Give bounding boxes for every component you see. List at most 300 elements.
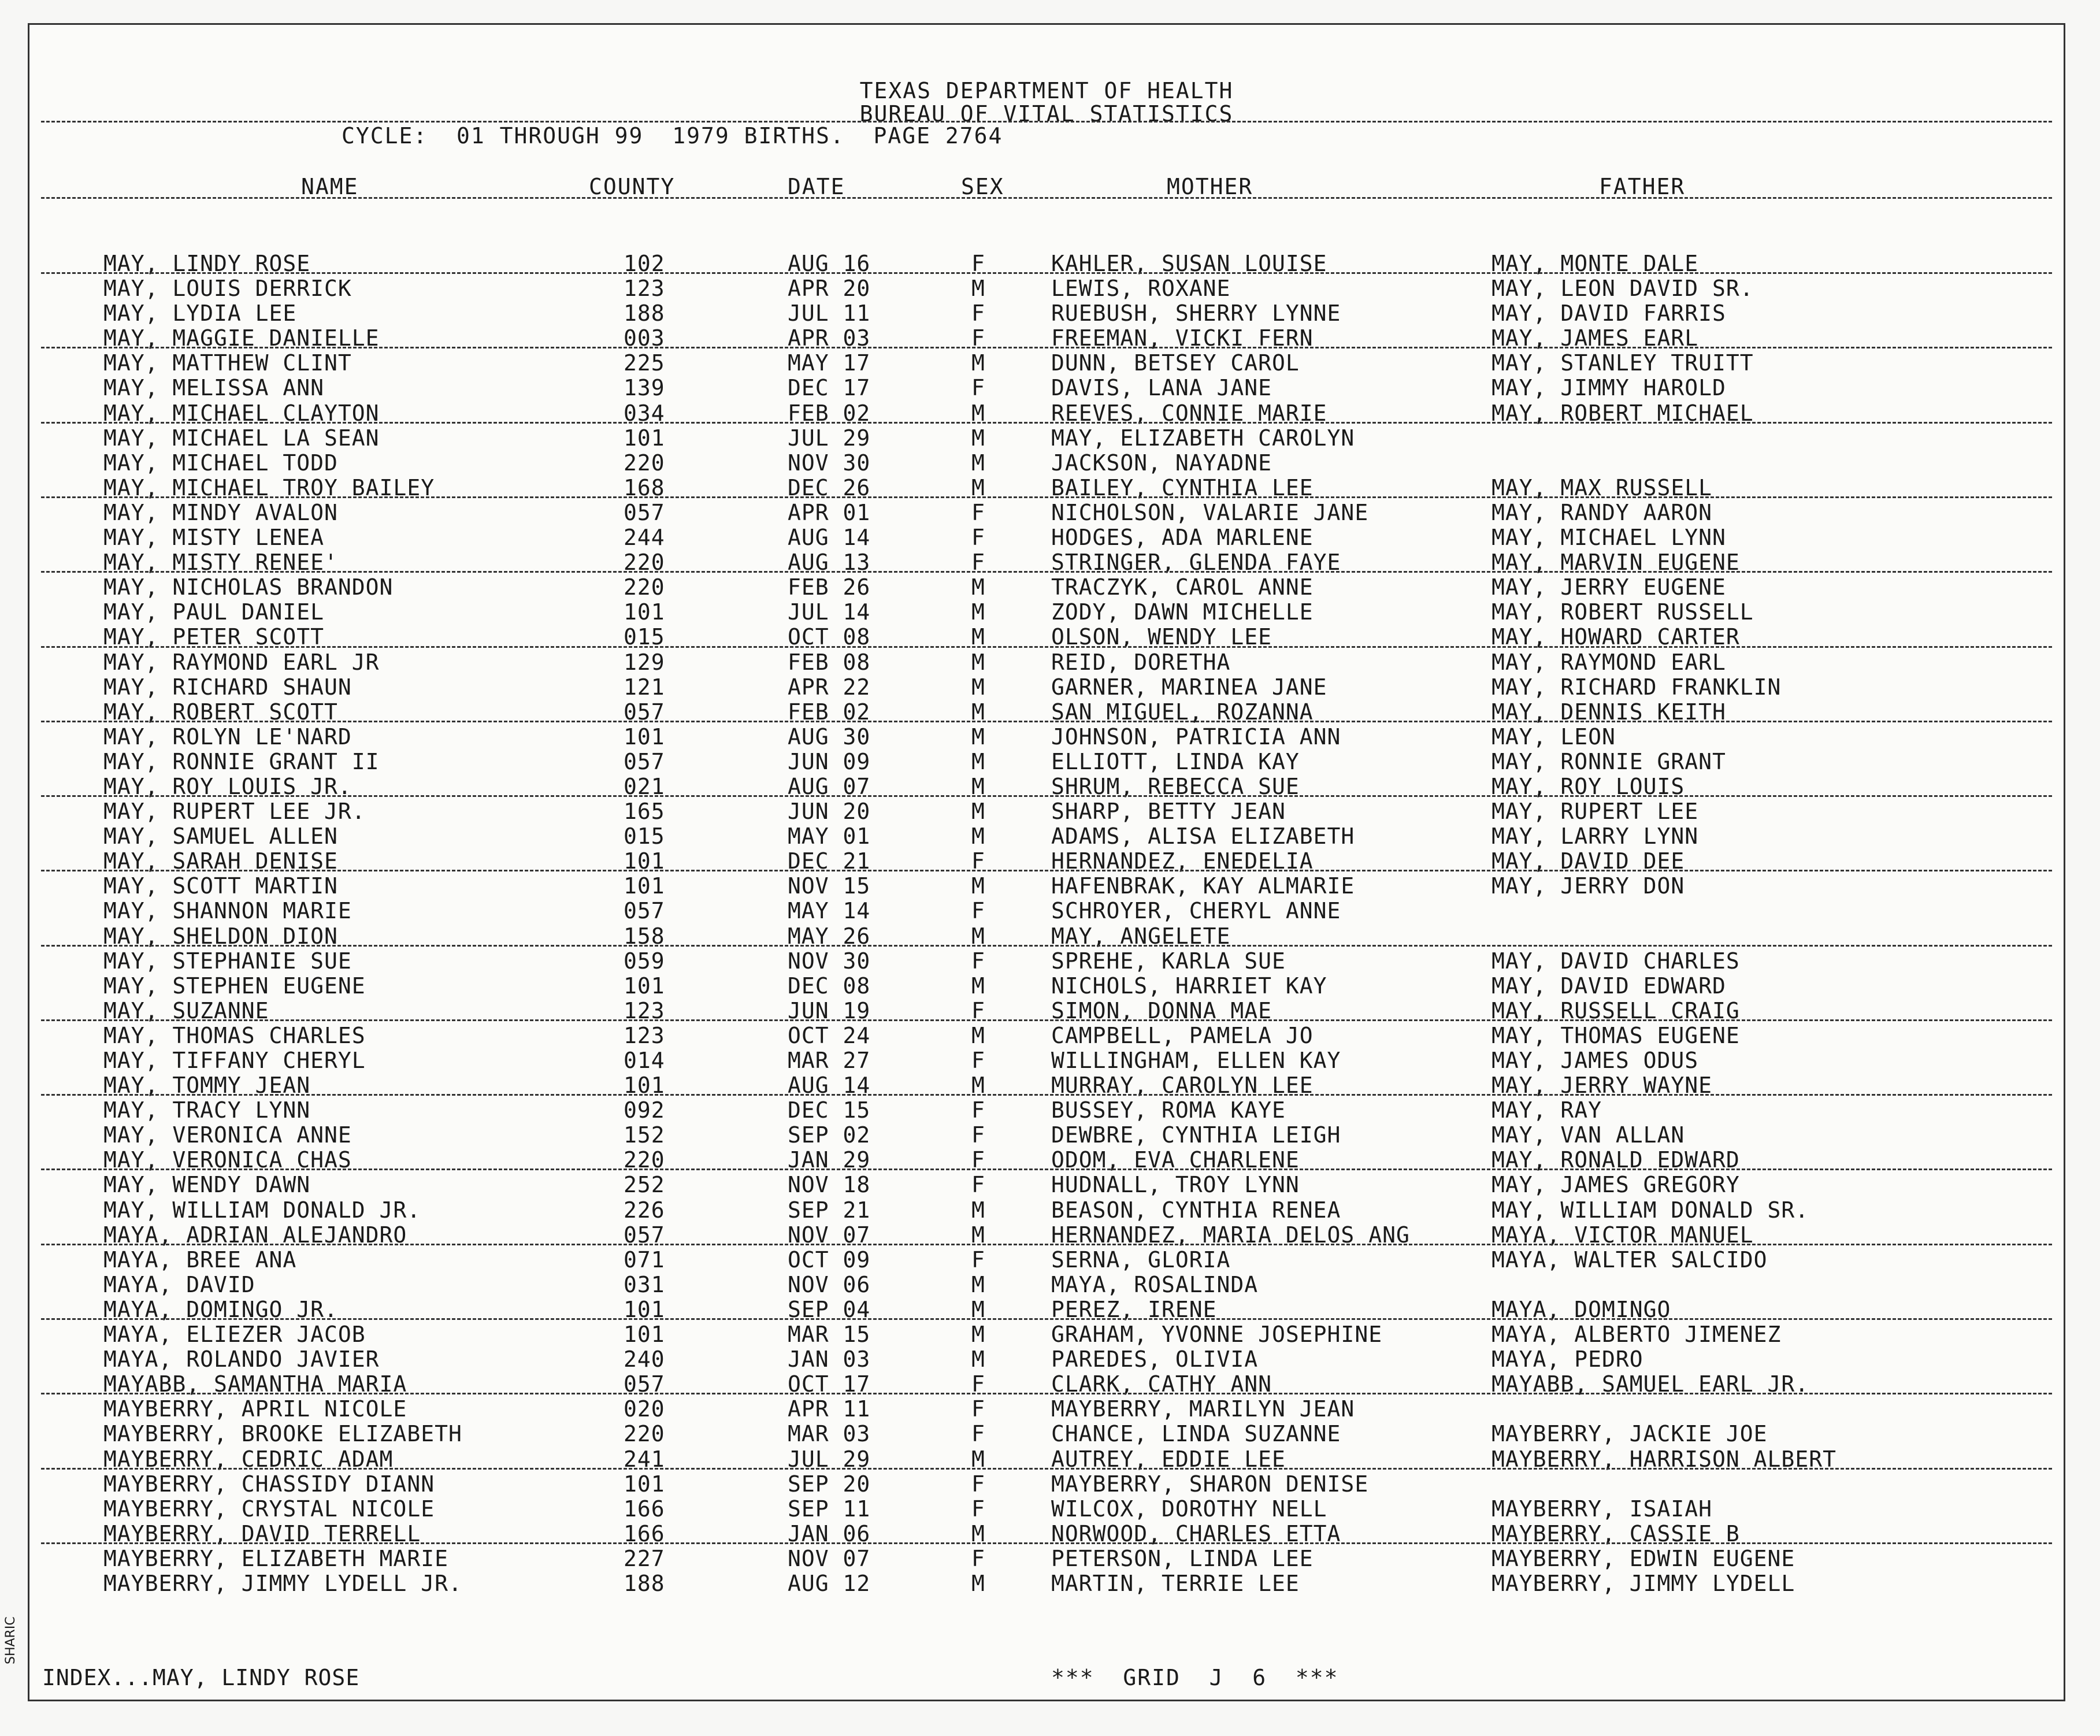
record-date: NOV 07 (788, 1545, 871, 1571)
record-name: MAY, LINDY ROSE (103, 251, 311, 276)
record-mother: ZODY, DAWN MICHELLE (1051, 599, 1314, 625)
record-date: JUL 14 (788, 599, 871, 625)
record-county: 188 (624, 1570, 665, 1596)
record-row (29, 700, 2064, 725)
record-mother: HODGES, ADA MARLENE (1051, 525, 1314, 551)
col-sex: SEX (961, 174, 1004, 199)
record-sex: F (971, 1247, 985, 1273)
record-sex: M (971, 400, 985, 426)
record-county: 031 (624, 1271, 665, 1297)
record-name: MAYBERRY, DAVID TERRELL (103, 1520, 421, 1546)
record-row (29, 1347, 2064, 1372)
record-row (29, 351, 2064, 376)
record-county: 241 (624, 1446, 665, 1472)
record-mother: SAN MIGUEL, ROZANNA (1051, 699, 1314, 725)
record-row (29, 1497, 2064, 1522)
record-mother: GRAHAM, YVONNE JOSEPHINE (1051, 1322, 1383, 1348)
record-name: MAY, ROY LOUIS JR. (103, 773, 352, 799)
record-name: MAYABB, SAMANTHA MARIA (103, 1371, 407, 1397)
record-name: MAY, SCOTT MARTIN (103, 873, 338, 899)
record-father: MAY, JIMMY HAROLD (1491, 375, 1726, 401)
record-sex: M (971, 1022, 985, 1048)
record-sex: M (971, 450, 985, 476)
record-mother: JACKSON, NAYADNE (1051, 450, 1272, 476)
record-row (29, 1098, 2064, 1123)
record-date: JUL 29 (788, 425, 871, 451)
record-name: MAY, RUPERT LEE JR. (103, 799, 366, 825)
record-date: NOV 15 (788, 873, 871, 899)
record-sex: F (971, 997, 985, 1023)
record-date: OCT 08 (788, 624, 871, 650)
record-father: MAYBERRY, JACKIE JOE (1491, 1421, 1768, 1447)
record-sex: M (971, 824, 985, 850)
record-sex: F (971, 1097, 985, 1123)
record-mother: MAYA, ROSALINDA (1051, 1271, 1259, 1297)
record-name: MAY, MATTHEW CLINT (103, 350, 352, 376)
record-row (29, 251, 2064, 276)
record-name: MAY, SUZANNE (103, 997, 269, 1023)
record-sex: M (971, 873, 985, 899)
index-footer: INDEX...MAY, LINDY ROSE (42, 1665, 360, 1690)
record-row (29, 1048, 2064, 1073)
record-mother: NICHOLS, HARRIET KAY (1051, 973, 1327, 999)
record-county: 101 (624, 724, 665, 750)
record-father: MAY, JAMES ODUS (1491, 1048, 1699, 1073)
record-sex: F (971, 1396, 985, 1422)
record-sex: F (971, 1471, 985, 1497)
record-sex: F (971, 1545, 985, 1571)
record-father: MAYBERRY, JIMMY LYDELL (1491, 1570, 1795, 1596)
record-date: JUN 19 (788, 997, 871, 1023)
record-name: MAY, MICHAEL CLAYTON (103, 400, 380, 426)
record-mother: NICHOLSON, VALARIE JANE (1051, 499, 1369, 525)
record-sex: F (971, 1122, 985, 1148)
record-sex: F (971, 1371, 985, 1397)
record-date: SEP 11 (788, 1496, 871, 1522)
record-mother: SPREHE, KARLA SUE (1051, 948, 1286, 974)
record-mother: BUSSEY, ROMA KAYE (1051, 1097, 1286, 1123)
record-sex: F (971, 499, 985, 525)
record-father: MAY, MARVIN EUGENE (1491, 550, 1740, 576)
record-county: 123 (624, 997, 665, 1023)
record-father: MAY, RICHARD FRANKLIN (1491, 674, 1782, 700)
record-county: 057 (624, 499, 665, 525)
record-father: MAY, ROY LOUIS (1491, 773, 1685, 799)
record-date: JUL 11 (788, 301, 871, 327)
record-name: MAY, TOMMY JEAN (103, 1073, 311, 1099)
record-date: MAY 26 (788, 923, 871, 949)
record-name: MAY, SHANNON MARIE (103, 898, 352, 924)
record-sex: M (971, 1446, 985, 1472)
record-sex: M (971, 474, 985, 500)
record-mother: SHRUM, REBECCA SUE (1051, 773, 1300, 799)
record-date: SEP 02 (788, 1122, 871, 1148)
record-mother: MARTIN, TERRIE LEE (1051, 1570, 1300, 1596)
record-mother: PETERSON, LINDA LEE (1051, 1545, 1314, 1571)
record-row (29, 949, 2064, 974)
record-mother: SHARP, BETTY JEAN (1051, 799, 1286, 825)
record-mother: CHANCE, LINDA SUZANNE (1051, 1421, 1341, 1447)
record-name: MAY, WENDY DAWN (103, 1172, 311, 1198)
record-county: 101 (624, 873, 665, 899)
record-row (29, 376, 2064, 400)
record-date: MAY 17 (788, 350, 871, 376)
record-name: MAY, PAUL DANIEL (103, 599, 325, 625)
record-county: 101 (624, 599, 665, 625)
record-father: MAY, MICHAEL LYNN (1491, 525, 1726, 551)
record-father: MAY, RANDY AARON (1491, 499, 1713, 525)
record-mother: PEREZ, IRENE (1051, 1296, 1217, 1322)
record-sex: M (971, 1346, 985, 1373)
record-row (29, 451, 2064, 476)
record-row (29, 774, 2064, 799)
record-county: 220 (624, 1421, 665, 1447)
record-row (29, 799, 2064, 824)
record-father: MAY, DAVID FARRIS (1491, 301, 1726, 327)
record-sex: M (971, 973, 985, 999)
record-sex: F (971, 375, 985, 401)
record-father: MAY, DAVID EDWARD (1491, 973, 1726, 999)
record-county: 123 (624, 276, 665, 302)
record-sex: M (971, 1296, 985, 1322)
record-father: MAY, DAVID DEE (1491, 848, 1685, 874)
record-name: MAYBERRY, BROOKE ELIZABETH (103, 1421, 462, 1447)
record-father: MAY, LEON (1491, 724, 1616, 750)
record-father: MAYBERRY, EDWIN EUGENE (1491, 1545, 1795, 1571)
record-father: MAY, JAMES GREGORY (1491, 1172, 1740, 1198)
record-father: MAYABB, SAMUEL EARL JR. (1491, 1371, 1809, 1397)
record-date: JAN 03 (788, 1346, 871, 1373)
record-row (29, 550, 2064, 575)
record-mother: MAY, ELIZABETH CAROLYN (1051, 425, 1355, 451)
record-mother: DEWBRE, CYNTHIA LEIGH (1051, 1122, 1341, 1148)
record-father: MAY, DAVID CHARLES (1491, 948, 1740, 974)
record-date: OCT 09 (788, 1247, 871, 1273)
record-mother: ELLIOTT, LINDA KAY (1051, 748, 1300, 774)
column-divider (41, 197, 2052, 199)
record-sex: F (971, 1421, 985, 1447)
record-name: MAYBERRY, ELIZABETH MARIE (103, 1545, 448, 1571)
record-mother: DUNN, BETSEY CAROL (1051, 350, 1300, 376)
record-row (29, 899, 2064, 923)
record-date: FEB 02 (788, 699, 871, 725)
record-name: MAY, RICHARD SHAUN (103, 674, 352, 700)
record-name: MAYBERRY, APRIL NICOLE (103, 1396, 407, 1422)
record-county: 165 (624, 799, 665, 825)
record-name: MAYA, ELIEZER JACOB (103, 1322, 366, 1348)
record-sex: M (971, 1322, 985, 1348)
record-county: 123 (624, 1022, 665, 1048)
record-father: MAY, ROBERT MICHAEL (1491, 400, 1754, 426)
record-date: AUG 12 (788, 1570, 871, 1596)
record-mother: FREEMAN, VICKI FERN (1051, 325, 1314, 351)
record-row (29, 1472, 2064, 1497)
record-date: JUN 20 (788, 799, 871, 825)
record-name: MAY, RAYMOND EARL JR (103, 649, 380, 675)
record-father: MAYA, WALTER SALCIDO (1491, 1247, 1768, 1273)
record-father: MAYA, VICTOR MANUEL (1491, 1222, 1754, 1248)
record-row (29, 525, 2064, 550)
record-date: APR 20 (788, 276, 871, 302)
record-mother: MAYBERRY, SHARON DENISE (1051, 1471, 1369, 1497)
record-row (29, 924, 2064, 949)
record-father: MAY, MONTE DALE (1491, 251, 1699, 276)
record-county: 220 (624, 450, 665, 476)
record-county: 101 (624, 1296, 665, 1322)
record-date: APR 22 (788, 674, 871, 700)
record-name: MAY, MICHAEL LA SEAN (103, 425, 380, 451)
record-county: 102 (624, 251, 665, 276)
record-sex: M (971, 699, 985, 725)
record-mother: OLSON, WENDY LEE (1051, 624, 1272, 650)
record-county: 166 (624, 1520, 665, 1546)
record-county: 057 (624, 748, 665, 774)
record-row (29, 500, 2064, 525)
record-date: SEP 21 (788, 1197, 871, 1223)
record-father: MAY, WILLIAM DONALD SR. (1491, 1197, 1809, 1223)
record-name: MAY, STEPHEN EUGENE (103, 973, 366, 999)
record-row (29, 1273, 2064, 1297)
record-name: MAY, MISTY RENEE' (103, 550, 338, 576)
record-county: 071 (624, 1247, 665, 1273)
record-row (29, 1447, 2064, 1472)
record-sex: M (971, 1570, 985, 1596)
record-mother: WILCOX, DOROTHY NELL (1051, 1496, 1327, 1522)
record-row (29, 1123, 2064, 1148)
record-mother: SERNA, GLORIA (1051, 1247, 1231, 1273)
record-date: NOV 07 (788, 1222, 871, 1248)
record-mother: PAREDES, OLIVIA (1051, 1346, 1259, 1373)
record-county: 101 (624, 425, 665, 451)
record-sex: M (971, 1197, 985, 1223)
record-father: MAY, THOMAS EUGENE (1491, 1022, 1740, 1048)
record-date: DEC 08 (788, 973, 871, 999)
col-mother: MOTHER (1167, 174, 1253, 199)
record-sex: M (971, 748, 985, 774)
record-father: MAY, LEON DAVID SR. (1491, 276, 1754, 302)
record-county: 014 (624, 1048, 665, 1073)
record-row (29, 1198, 2064, 1223)
record-mother: NORWOOD, CHARLES ETTA (1051, 1520, 1341, 1546)
record-mother: STRINGER, GLENDA FAYE (1051, 550, 1341, 576)
record-name: MAY, LYDIA LEE (103, 301, 297, 327)
record-mother: ADAMS, ALISA ELIZABETH (1051, 824, 1355, 850)
bureau-title: BUREAU OF VITAL STATISTICS (859, 101, 1234, 127)
record-date: AUG 13 (788, 550, 871, 576)
record-row (29, 1223, 2064, 1248)
record-father: MAY, DENNIS KEITH (1491, 699, 1726, 725)
record-mother: LEWIS, ROXANE (1051, 276, 1231, 302)
record-row (29, 301, 2064, 326)
record-mother: JOHNSON, PATRICIA ANN (1051, 724, 1341, 750)
record-name: MAY, MICHAEL TROY BAILEY (103, 474, 435, 500)
record-date: APR 11 (788, 1396, 871, 1422)
record-county: 220 (624, 1147, 665, 1173)
record-county: 188 (624, 301, 665, 327)
record-date: SEP 20 (788, 1471, 871, 1497)
record-row (29, 1073, 2064, 1098)
record-father: MAY, VAN ALLAN (1491, 1122, 1685, 1148)
record-date: MAY 14 (788, 898, 871, 924)
record-sex: M (971, 425, 985, 451)
record-row (29, 1023, 2064, 1048)
record-date: MAR 27 (788, 1048, 871, 1073)
record-county: 059 (624, 948, 665, 974)
record-father: MAY, RONALD EDWARD (1491, 1147, 1740, 1173)
record-name: MAYBERRY, CHASSIDY DIANN (103, 1471, 435, 1497)
record-row (29, 575, 2064, 600)
record-name: MAY, THOMAS CHARLES (103, 1022, 366, 1048)
record-county: 152 (624, 1122, 665, 1148)
record-sex: F (971, 848, 985, 874)
record-county: 101 (624, 1322, 665, 1348)
record-date: JUL 29 (788, 1446, 871, 1472)
record-name: MAY, MICHAEL TODD (103, 450, 338, 476)
record-name: MAYA, ROLANDO JAVIER (103, 1346, 380, 1373)
record-father: MAY, RONNIE GRANT (1491, 748, 1726, 774)
record-sex: M (971, 1520, 985, 1546)
record-mother: HERNANDEZ, MARIA DELOS ANG (1051, 1222, 1410, 1248)
record-sex: M (971, 724, 985, 750)
record-county: 057 (624, 1371, 665, 1397)
record-father: MAY, RUPERT LEE (1491, 799, 1699, 825)
record-date: DEC 15 (788, 1097, 871, 1123)
record-father: MAY, HOWARD CARTER (1491, 624, 1740, 650)
record-row (29, 276, 2064, 301)
record-mother: SIMON, DONNA MAE (1051, 997, 1272, 1023)
record-mother: MURRAY, CAROLYN LEE (1051, 1073, 1314, 1099)
record-name: MAY, TIFFANY CHERYL (103, 1048, 366, 1073)
record-father: MAYA, ALBERTO JIMENEZ (1491, 1322, 1782, 1348)
record-father: MAY, ROBERT RUSSELL (1491, 599, 1754, 625)
record-sex: F (971, 251, 985, 276)
col-father: FATHER (1599, 174, 1686, 199)
record-mother: SCHROYER, CHERYL ANNE (1051, 898, 1341, 924)
record-date: FEB 02 (788, 400, 871, 426)
record-row (29, 849, 2064, 874)
record-county: 015 (624, 824, 665, 850)
record-mother: REEVES, CONNIE MARIE (1051, 400, 1327, 426)
record-county: 240 (624, 1346, 665, 1373)
col-name: NAME (301, 174, 359, 199)
record-row (29, 824, 2064, 849)
record-date: MAR 15 (788, 1322, 871, 1348)
record-row (29, 1546, 2064, 1571)
record-mother: REID, DORETHA (1051, 649, 1231, 675)
grid-footer: *** GRID J 6 *** (1051, 1665, 1339, 1690)
record-date: OCT 24 (788, 1022, 871, 1048)
record-row (29, 1248, 2064, 1273)
record-row (29, 1372, 2064, 1397)
record-date: FEB 26 (788, 574, 871, 600)
record-mother: KAHLER, SUSAN LOUISE (1051, 251, 1327, 276)
record-date: APR 03 (788, 325, 871, 351)
record-county: 057 (624, 1222, 665, 1248)
side-mark: SHARIC (3, 1616, 18, 1664)
record-row (29, 401, 2064, 426)
record-row (29, 1148, 2064, 1173)
record-county: 168 (624, 474, 665, 500)
record-name: MAY, SAMUEL ALLEN (103, 824, 338, 850)
record-father: MAY, LARRY LYNN (1491, 824, 1699, 850)
record-county: 225 (624, 350, 665, 376)
record-name: MAY, MELISSA ANN (103, 375, 325, 401)
record-date: AUG 07 (788, 773, 871, 799)
record-father: MAY, JERRY EUGENE (1491, 574, 1726, 600)
record-date: NOV 30 (788, 948, 871, 974)
record-mother: CLARK, CATHY ANN (1051, 1371, 1272, 1397)
record-name: MAYBERRY, JIMMY LYDELL JR. (103, 1570, 462, 1596)
record-date: SEP 04 (788, 1296, 871, 1322)
record-name: MAY, ROLYN LE'NARD (103, 724, 352, 750)
record-name: MAY, MISTY LENEA (103, 525, 325, 551)
record-row (29, 625, 2064, 650)
record-mother: HAFENBRAK, KAY ALMARIE (1051, 873, 1355, 899)
record-father: MAYA, PEDRO (1491, 1346, 1643, 1373)
record-date: DEC 26 (788, 474, 871, 500)
record-mother: MAY, ANGELETE (1051, 923, 1231, 949)
record-county: 034 (624, 400, 665, 426)
record-row (29, 1422, 2064, 1446)
record-sex: M (971, 1073, 985, 1099)
record-father: MAY, RUSSELL CRAIG (1491, 997, 1740, 1023)
record-mother: HERNANDEZ, ENEDELIA (1051, 848, 1314, 874)
record-county: 101 (624, 973, 665, 999)
record-county: 101 (624, 1073, 665, 1099)
record-row (29, 675, 2064, 700)
record-mother: HUDNALL, TROY LYNN (1051, 1172, 1300, 1198)
record-row (29, 974, 2064, 999)
record-sex: F (971, 1147, 985, 1173)
record-county: 226 (624, 1197, 665, 1223)
record-sex: F (971, 550, 985, 576)
record-row (29, 650, 2064, 675)
record-sex: M (971, 674, 985, 700)
record-sex: F (971, 301, 985, 327)
record-date: DEC 21 (788, 848, 871, 874)
record-county: 166 (624, 1496, 665, 1522)
record-row (29, 426, 2064, 451)
record-date: FEB 08 (788, 649, 871, 675)
record-name: MAY, MAGGIE DANIELLE (103, 325, 380, 351)
record-sex: M (971, 276, 985, 302)
record-date: NOV 30 (788, 450, 871, 476)
record-county: 139 (624, 375, 665, 401)
record-name: MAYA, DAVID (103, 1271, 255, 1297)
record-father: MAY, STANLEY TRUITT (1491, 350, 1754, 376)
record-county: 057 (624, 699, 665, 725)
record-date: OCT 17 (788, 1371, 871, 1397)
record-sex: M (971, 574, 985, 600)
record-mother: AUTREY, EDDIE LEE (1051, 1446, 1286, 1472)
record-name: MAY, RONNIE GRANT II (103, 748, 380, 774)
record-father: MAY, RAYMOND EARL (1491, 649, 1726, 675)
record-row (29, 326, 2064, 351)
record-row (29, 1571, 2064, 1596)
record-county: 101 (624, 848, 665, 874)
record-date: APR 01 (788, 499, 871, 525)
record-mother: DAVIS, LANA JANE (1051, 375, 1272, 401)
record-mother: WILLINGHAM, ELLEN KAY (1051, 1048, 1341, 1073)
col-date: DATE (788, 174, 845, 199)
record-name: MAY, SARAH DENISE (103, 848, 338, 874)
record-row (29, 750, 2064, 774)
agency-title: TEXAS DEPARTMENT OF HEALTH (859, 78, 1234, 103)
record-county: 252 (624, 1172, 665, 1198)
record-mother: MAYBERRY, MARILYN JEAN (1051, 1396, 1355, 1422)
record-father: MAY, RAY (1491, 1097, 1602, 1123)
record-mother: CAMPBELL, PAMELA JO (1051, 1022, 1314, 1048)
